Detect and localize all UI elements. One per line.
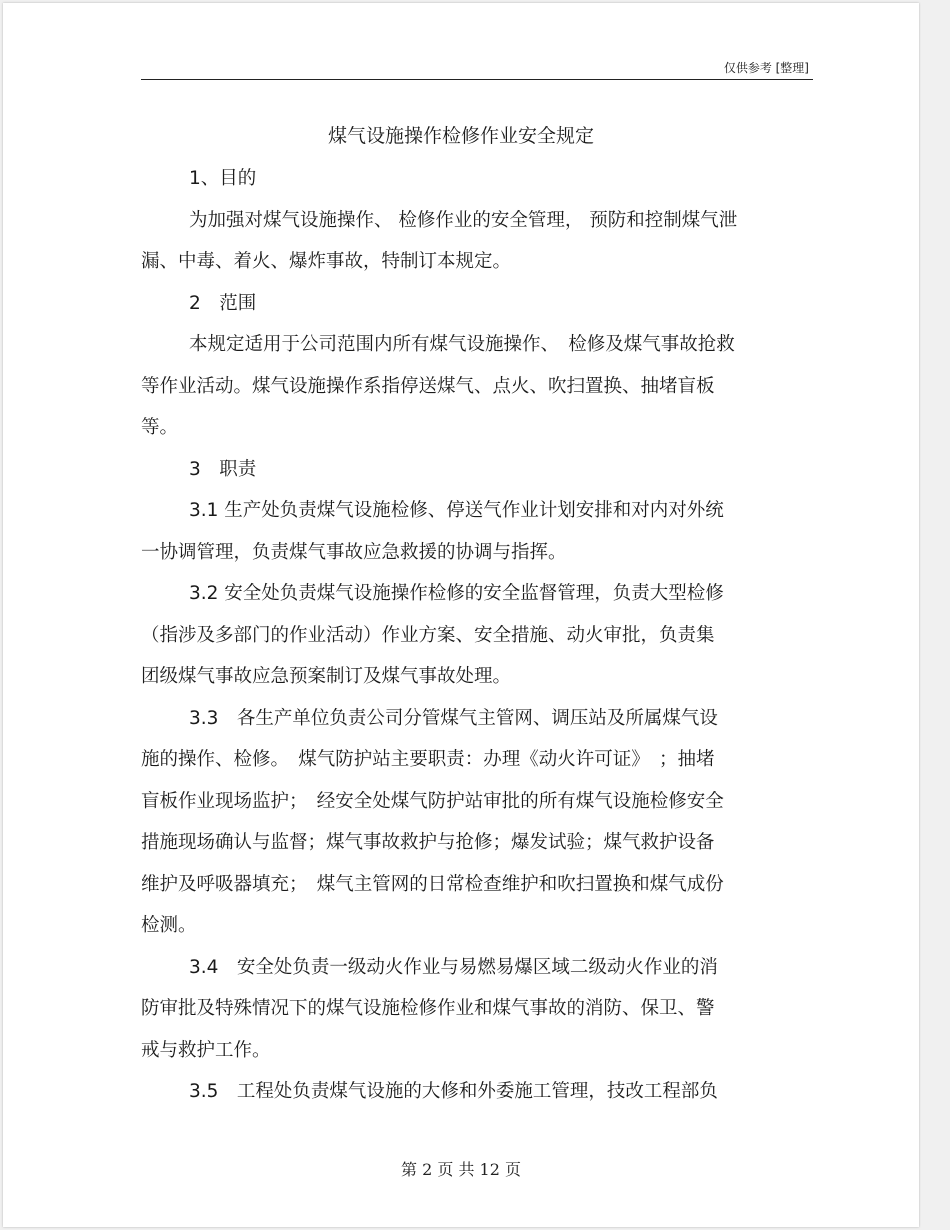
paragraph-line: 3.5 工程处负责煤气设施的大修和外委施工管理，技改工程部负: [189, 1081, 718, 1102]
paragraph-line: 等作业活动。煤气设施操作系指停送煤气、点火、吹扫置换、抽堵盲板: [141, 375, 715, 397]
paragraph-line: 戒与救护工作。: [141, 1039, 271, 1061]
paragraph-line: 施的操作、检修。 煤气防护站主要职责：办理《动火许可证》 ；抽堵: [141, 749, 715, 770]
paragraph-line: 3.1 生产处负责煤气设施检修、停送气作业计划安排和对内对外统: [189, 500, 724, 521]
paragraph-line: 团级煤气事故应急预案制订及煤气事故处理。: [141, 666, 512, 687]
document-title: 煤气设施操作检修作业安全规定: [327, 125, 594, 147]
paragraph-line: 3.4 安全处负责一级动火作业与易燃易爆区域二级动火作业的消: [189, 956, 718, 978]
paragraph-line: 措施现场确认与监督；煤气事故救护与抢修；爆发试验；煤气救护设备: [141, 832, 715, 853]
paragraph-line: 漏、中毒、着火、爆炸事故，特制订本规定。: [141, 251, 512, 272]
section-heading-scope: 2 范围: [189, 292, 257, 314]
paragraph-line: 本规定适用于公司范围内所有煤气设施操作、 检修及煤气事故抢救: [189, 334, 735, 355]
paragraph-line: 防审批及特殊情况下的煤气设施检修作业和煤气事故的消防、保卫、警: [141, 998, 715, 1019]
header-rule: [141, 79, 813, 80]
section-heading-purpose: 1、目的: [189, 168, 257, 189]
document-page: [3, 3, 919, 1227]
paragraph-line: 为加强对煤气设施操作、 检修作业的安全管理， 预防和控制煤气泄: [189, 209, 738, 231]
paragraph-line: 3.2 安全处负责煤气设施操作检修的安全监督管理，负责大型检修: [189, 583, 724, 604]
paragraph-line: 盲板作业现场监护； 经安全处煤气防护站审批的所有煤气设施检修安全: [141, 790, 724, 812]
paragraph-line: 等。: [141, 417, 179, 438]
paragraph-line: （指涉及多部门的作业活动）作业方案、安全措施、动火审批，负责集: [141, 624, 715, 646]
page-footer: 第 2 页 共 12 页: [401, 1160, 521, 1179]
header-note: 仅供参考 [整理]: [723, 61, 809, 75]
paragraph-line: 维护及呼吸器填充； 煤气主管网的日常检查维护和吹扫置换和煤气成份: [141, 873, 724, 895]
section-heading-duties: 3 职责: [189, 458, 257, 480]
paragraph-line: 3.3 各生产单位负责公司分管煤气主管网、调压站及所属煤气设: [189, 707, 718, 729]
document-body: [141, 158, 813, 1113]
paragraph-line: 检测。: [141, 915, 197, 936]
paragraph-line: 一协调管理，负责煤气事故应急救援的协调与指挥。: [141, 541, 567, 563]
